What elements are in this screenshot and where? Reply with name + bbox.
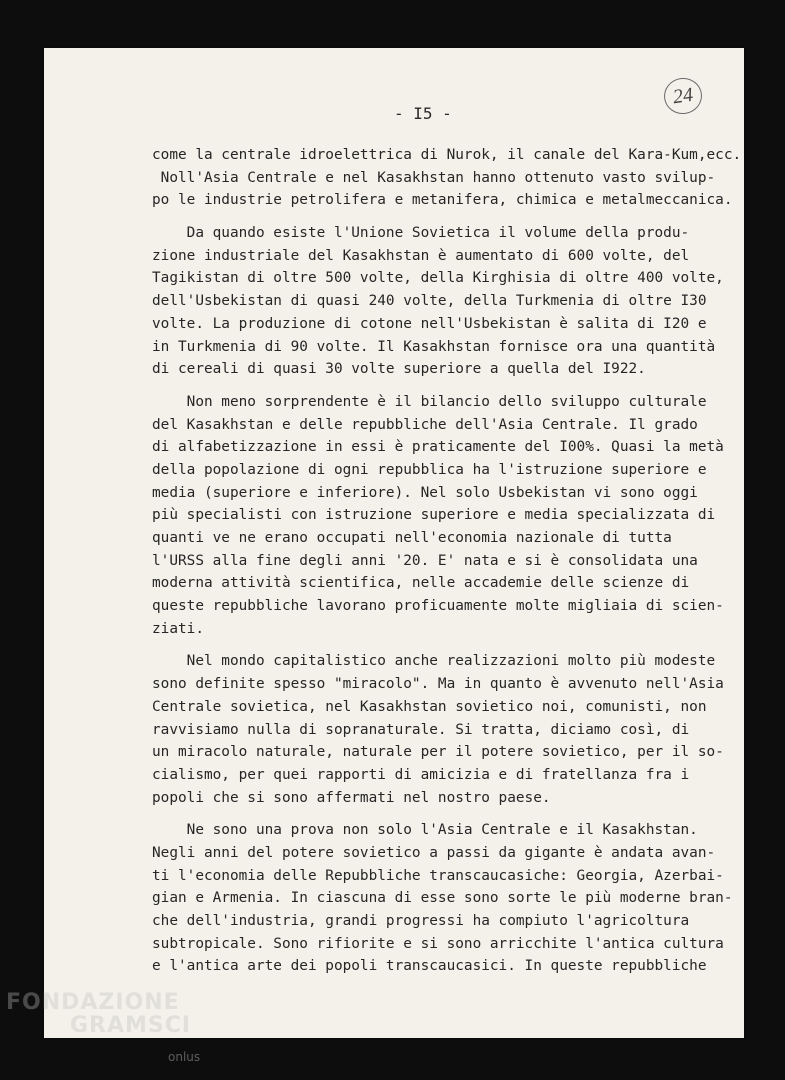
paragraph bbox=[152, 819, 732, 978]
text-line: gian e Armenia. In ciascuna di esse sono sorte le più moderne bran- bbox=[152, 890, 733, 907]
paragraph bbox=[152, 144, 742, 212]
watermark-line-2: GRAMSCI bbox=[70, 1013, 192, 1038]
text-line: del Kasakhstan e delle repubbliche dell'Asia Centrale. Il grado bbox=[152, 416, 698, 433]
watermark-line-1: FONDAZIONE bbox=[6, 990, 180, 1015]
text-line: Nel mondo capitalistico anche realizzazioni molto più modeste bbox=[152, 653, 716, 670]
body-text bbox=[152, 144, 742, 978]
text-line: zione industriale del Kasakhstan è aumentato di 600 volte, del bbox=[152, 247, 690, 264]
text-line: po le industrie petrolifera e metanifera, chimica e metalmeccanica. bbox=[152, 192, 733, 209]
text-line: in Turkmenia di 90 volte. Il Kasakhstan fornisce ora una quantità bbox=[152, 338, 716, 355]
paragraph-gap bbox=[152, 640, 732, 650]
text-line: Tagikistan di oltre 500 volte, della Kirghisia di oltre 400 volte, bbox=[152, 270, 724, 287]
watermark-line-3: onlus bbox=[168, 1050, 201, 1064]
paragraph bbox=[152, 650, 732, 809]
text-line: un miracolo naturale, naturale per il potere sovietico, per il so- bbox=[152, 744, 724, 761]
text-line: ravvisiamo nulla di sopranaturale. Si tratta, diciamo così, di bbox=[152, 721, 690, 738]
text-line: Noll'Asia Centrale e nel Kasakhstan hanno ottenuto vasto svilup- bbox=[152, 169, 716, 186]
text-line: ti l'economia delle Repubbliche transcaucasiche: Georgia, Azerbai- bbox=[152, 867, 724, 884]
text-line: media (superiore e inferiore). Nel solo Usbekistan vi sono oggi bbox=[152, 484, 698, 501]
text-line: Centrale sovietica, nel Kasakhstan sovietico noi, comunisti, non bbox=[152, 698, 707, 715]
text-line: quanti ve ne erano occupati nell'economia nazionale di tutta bbox=[152, 530, 672, 546]
text-line: cialismo, per quei rapporti di amicizia e di fratellanza fra i bbox=[152, 766, 690, 783]
text-line: l'URSS alla fine degli anni '20. E' nata e si è consolidata una bbox=[152, 552, 698, 569]
text-line: Non meno sorprendente è il bilancio dello sviluppo culturale bbox=[152, 393, 707, 410]
text-line: e l'antica arte dei popoli transcaucasici. In queste repubbliche bbox=[152, 958, 707, 975]
paragraph bbox=[152, 391, 732, 641]
text-line: volte. La produzione di cotone nell'Usbekistan è salita di I20 e bbox=[152, 315, 707, 332]
text-line: Negli anni del potere sovietico a passi da gigante è andata avan- bbox=[152, 844, 716, 861]
text-line: subtropicale. Sono rifiorite e si sono arricchite l'antica cultura bbox=[152, 935, 724, 952]
text-line: ziati. bbox=[152, 620, 204, 637]
text-line: come la centrale idroelettrica di Nurok, il canale del Kara-Kum,ecc. bbox=[152, 147, 742, 163]
text-line: popoli che si sono affermati nel nostro paese. bbox=[152, 789, 551, 806]
text-line: Da quando esiste l'Unione Sovietica il volume della produ- bbox=[152, 225, 690, 242]
text-line: della popolazione di ogni repubblica ha l'istruzione superiore e bbox=[152, 461, 707, 478]
document-page bbox=[44, 48, 744, 1038]
paragraph-gap bbox=[152, 381, 732, 391]
text-line: di alfabetizzazione in essi è praticamente del I00%. Quasi la metà bbox=[152, 439, 724, 456]
text-line: più specialisti con istruzione superiore e media specializzata di bbox=[152, 507, 716, 524]
handwritten-folio-mark: 24 bbox=[662, 76, 705, 117]
text-line: dell'Usbekistan di quasi 240 volte, della Turkmenia di oltre I30 bbox=[152, 293, 707, 310]
paragraph-gap bbox=[152, 212, 732, 222]
text-line: Ne sono una prova non solo l'Asia Centrale e il Kasakhstan. bbox=[152, 822, 698, 839]
paragraph bbox=[152, 222, 732, 381]
text-line: moderna attività scientifica, nelle accademie delle scienze di bbox=[152, 575, 690, 592]
text-line: di cereali di quasi 30 volte superiore a quella del I922. bbox=[152, 361, 646, 378]
paragraph-gap bbox=[152, 809, 732, 819]
page-number: - I5 - bbox=[394, 104, 452, 123]
text-line: che dell'industria, grandi progressi ha compiuto l'agricoltura bbox=[152, 913, 690, 929]
archive-watermark-logo bbox=[6, 990, 191, 1038]
text-line: sono definite spesso "miracolo". Ma in quanto è avvenuto nell'Asia bbox=[152, 676, 724, 693]
text-line: queste repubbliche lavorano proficuamente molte migliaia di scien- bbox=[152, 598, 724, 615]
